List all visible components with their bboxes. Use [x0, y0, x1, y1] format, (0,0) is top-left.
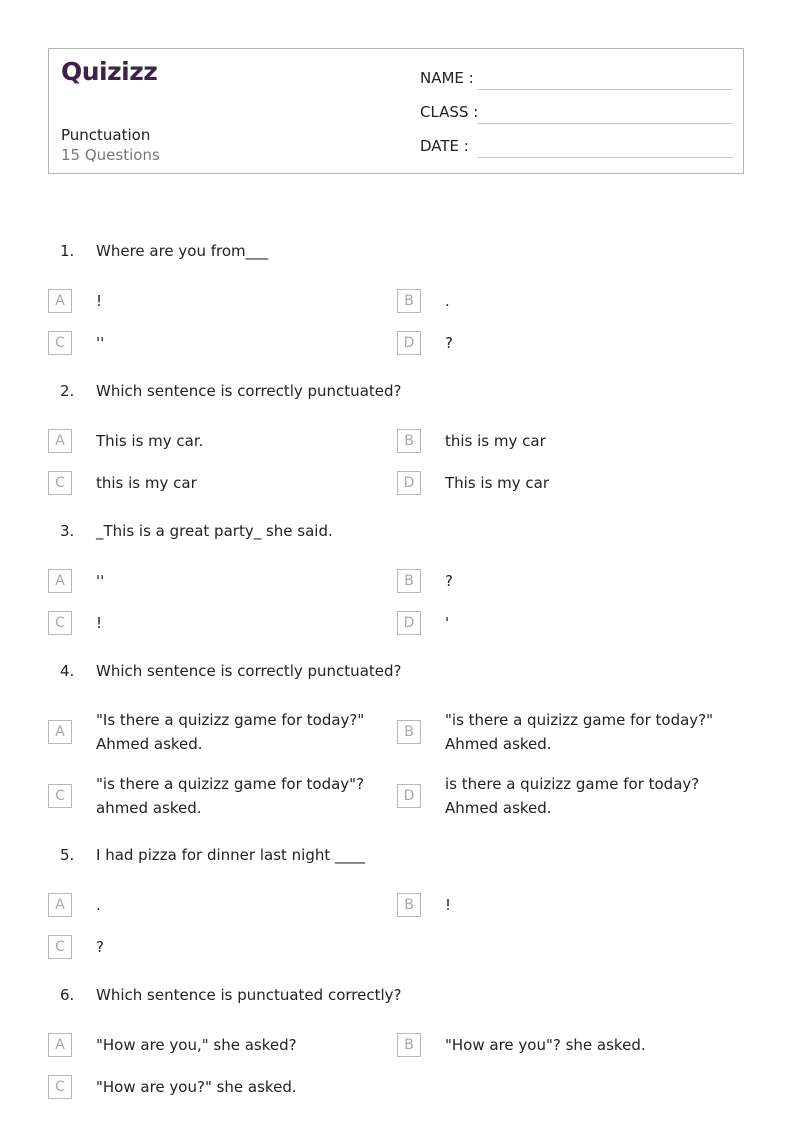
- option-text: "Is there a quizizz game for today?" Ahmed asked.: [96, 711, 365, 753]
- worksheet-header: [48, 48, 744, 174]
- option-text: "How are you," she asked?: [96, 1036, 297, 1054]
- option-letter-box[interactable]: A: [48, 720, 72, 744]
- question-number: 6.: [60, 986, 75, 1004]
- option-text: "is there a quizizz game for today?" Ahmed asked.: [445, 711, 714, 753]
- option-text: this is my car: [96, 474, 197, 492]
- option-text: This is my car: [445, 474, 550, 492]
- question-number: 3.: [60, 522, 75, 540]
- option-letter-box[interactable]: B: [397, 720, 421, 744]
- option-letter-box[interactable]: B: [397, 429, 421, 453]
- option-letter-box[interactable]: D: [397, 611, 421, 635]
- worksheet-title: Punctuation: [61, 126, 151, 144]
- option-text: "How are you?" she asked.: [96, 1078, 297, 1096]
- class-label: CLASS :: [420, 103, 479, 121]
- question-text: _This is a great party_ she said.: [96, 522, 333, 540]
- name-label: NAME :: [420, 69, 474, 87]
- option-text: this is my car: [445, 432, 546, 450]
- option-letter-box[interactable]: C: [48, 1075, 72, 1099]
- class-field[interactable]: [477, 123, 733, 124]
- option-letter-box[interactable]: D: [397, 471, 421, 495]
- question-number: 1.: [60, 242, 75, 260]
- option-letter-box[interactable]: A: [48, 1033, 72, 1057]
- date-field[interactable]: [477, 157, 733, 158]
- option-letter-box[interactable]: D: [397, 331, 421, 355]
- option-letter-box[interactable]: C: [48, 784, 72, 808]
- option-letter-box[interactable]: C: [48, 471, 72, 495]
- question-text: Which sentence is correctly punctuated?: [96, 382, 402, 400]
- option-text: !: [96, 614, 103, 632]
- option-text: !: [96, 292, 103, 310]
- option-letter-box[interactable]: D: [397, 784, 421, 808]
- option-letter-box[interactable]: A: [48, 429, 72, 453]
- option-text: ?: [445, 334, 453, 352]
- quizizz-logo: Quizizz: [61, 57, 158, 86]
- option-letter-box[interactable]: B: [397, 289, 421, 313]
- question-number: 4.: [60, 662, 75, 680]
- option-text: ': [445, 614, 450, 632]
- option-letter-box[interactable]: A: [48, 569, 72, 593]
- option-text: .: [445, 292, 450, 310]
- question-text: I had pizza for dinner last night ____: [96, 846, 366, 864]
- question-number: 5.: [60, 846, 75, 864]
- option-letter-box[interactable]: A: [48, 893, 72, 917]
- option-text: !: [445, 896, 452, 914]
- question-text: Which sentence is correctly punctuated?: [96, 662, 402, 680]
- option-letter-box[interactable]: C: [48, 611, 72, 635]
- question-count: 15 Questions: [61, 146, 160, 164]
- question-number: 2.: [60, 382, 75, 400]
- option-text: ?: [445, 572, 453, 590]
- option-text: .: [96, 896, 101, 914]
- option-text: ?: [96, 938, 104, 956]
- date-label: DATE :: [420, 137, 469, 155]
- option-text: "is there a quizizz game for today"? ahmed asked.: [96, 775, 365, 817]
- question-text: Where are you from___: [96, 242, 269, 260]
- question-text: Which sentence is punctuated correctly?: [96, 986, 402, 1004]
- option-text: '': [96, 572, 105, 590]
- option-text: This is my car.: [96, 432, 204, 450]
- option-letter-box[interactable]: B: [397, 1033, 421, 1057]
- option-text: is there a quizizz game for today? Ahmed asked.: [445, 775, 700, 817]
- option-text: '': [96, 334, 105, 352]
- option-text: "How are you"? she asked.: [445, 1036, 646, 1054]
- option-letter-box[interactable]: C: [48, 935, 72, 959]
- option-letter-box[interactable]: B: [397, 893, 421, 917]
- option-letter-box[interactable]: C: [48, 331, 72, 355]
- option-letter-box[interactable]: A: [48, 289, 72, 313]
- name-field[interactable]: [477, 89, 733, 90]
- option-letter-box[interactable]: B: [397, 569, 421, 593]
